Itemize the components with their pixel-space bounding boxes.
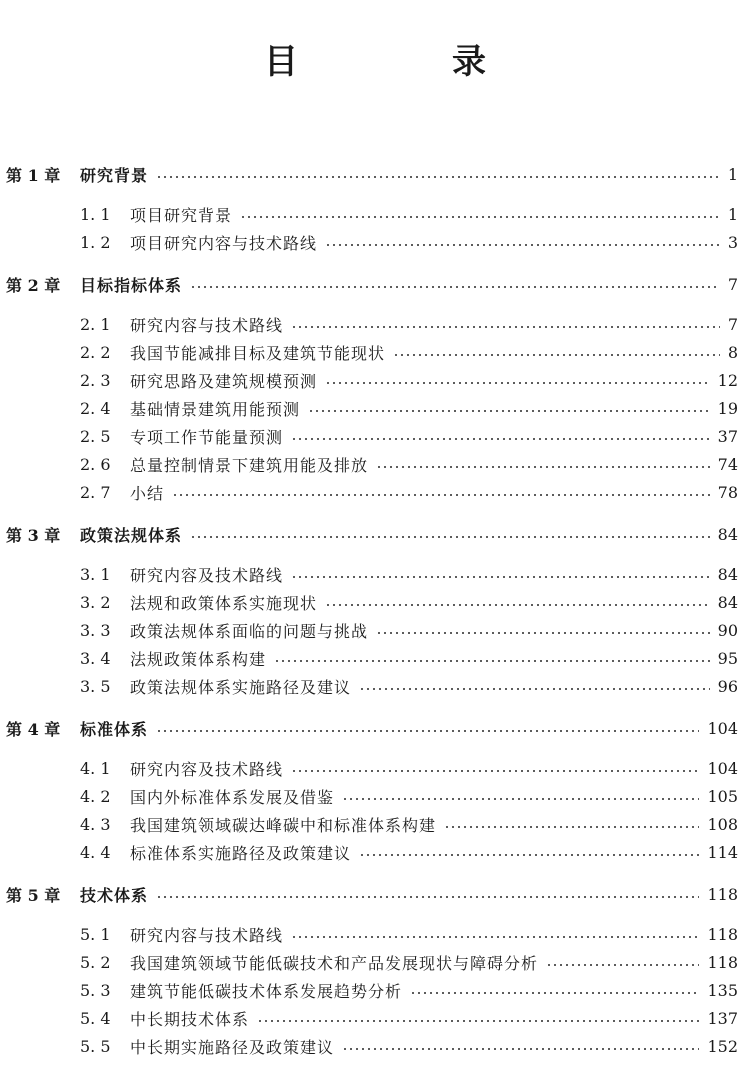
page-title: 目 录 xyxy=(264,42,546,82)
chapter-number: 第 5 章 xyxy=(6,885,61,905)
section-number: 2. 4 xyxy=(80,398,111,418)
toc-section-entry[interactable] xyxy=(0,310,750,338)
section-title: 标准体系实施路径及政策建议 xyxy=(130,843,352,863)
section-title: 项目研究内容与技术路线 xyxy=(130,233,318,253)
section-title: 中长期实施路径及政策建议 xyxy=(130,1037,335,1057)
section-number: 4. 1 xyxy=(80,758,111,778)
dot-leader xyxy=(359,854,699,856)
dot-leader xyxy=(156,176,720,178)
page-number: 1 xyxy=(727,164,738,184)
section-title: 我国节能减排目标及建筑节能现状 xyxy=(130,343,386,363)
page-number: 8 xyxy=(727,342,738,362)
page-number: 84 xyxy=(717,564,738,584)
section-number: 2. 1 xyxy=(80,314,111,334)
section-title: 政策法规体系面临的问题与挑战 xyxy=(130,621,369,641)
page-number: 84 xyxy=(717,524,738,544)
page-number: 96 xyxy=(717,676,738,696)
page-number: 7 xyxy=(727,274,738,294)
toc-section-entry[interactable] xyxy=(0,478,750,506)
page-number: 95 xyxy=(717,648,738,668)
section-title: 总量控制情景下建筑用能及排放 xyxy=(130,455,369,475)
dot-leader xyxy=(156,730,699,732)
dot-leader xyxy=(410,992,699,994)
dot-leader xyxy=(376,466,710,468)
spacer xyxy=(0,742,750,754)
section-number: 2. 6 xyxy=(80,454,111,474)
section-number: 4. 3 xyxy=(80,814,111,834)
dot-leader xyxy=(190,286,720,288)
dot-leader xyxy=(291,770,699,772)
section-number: 3. 1 xyxy=(80,564,111,584)
toc-section-entry[interactable] xyxy=(0,560,750,588)
table-of-contents xyxy=(0,160,750,1060)
toc-section-entry[interactable] xyxy=(0,450,750,478)
toc-section-entry[interactable] xyxy=(0,588,750,616)
spacer xyxy=(0,908,750,920)
toc-section-entry[interactable] xyxy=(0,616,750,644)
toc-chapter-entry[interactable] xyxy=(0,520,750,548)
section-number: 2. 7 xyxy=(80,482,111,502)
page-number: 1 xyxy=(727,204,738,224)
spacer xyxy=(0,548,750,560)
dot-leader xyxy=(376,632,710,634)
chapter-number: 第 3 章 xyxy=(6,525,61,545)
section-title: 研究思路及建筑规模预测 xyxy=(130,371,318,391)
page-number: 118 xyxy=(707,952,738,972)
page-number: 152 xyxy=(707,1036,738,1056)
dot-leader xyxy=(291,936,699,938)
section-number: 2. 3 xyxy=(80,370,111,390)
page-number: 12 xyxy=(717,370,738,390)
dot-leader xyxy=(291,576,710,578)
chapter-title: 目标指标体系 xyxy=(80,275,183,295)
section-title: 法规政策体系构建 xyxy=(130,649,267,669)
section-title: 研究内容与技术路线 xyxy=(130,925,284,945)
section-number: 5. 4 xyxy=(80,1008,111,1028)
dot-leader xyxy=(325,382,710,384)
dot-leader xyxy=(325,244,720,246)
page-number: 114 xyxy=(707,842,738,862)
section-title: 专项工作节能量预测 xyxy=(130,427,284,447)
spacer xyxy=(0,188,750,200)
section-number: 4. 2 xyxy=(80,786,111,806)
page-number: 105 xyxy=(707,786,738,806)
page-number: 84 xyxy=(717,592,738,612)
section-number: 5. 1 xyxy=(80,924,111,944)
chapter-number: 第 4 章 xyxy=(6,719,61,739)
page-number: 3 xyxy=(727,232,738,252)
toc-section-entry[interactable] xyxy=(0,810,750,838)
page-number: 104 xyxy=(707,718,738,738)
dot-leader xyxy=(291,326,720,328)
page-number: 37 xyxy=(717,426,738,446)
toc-chapter-entry[interactable] xyxy=(0,714,750,742)
section-number: 1. 2 xyxy=(80,232,111,252)
section-title: 政策法规体系实施路径及建议 xyxy=(130,677,352,697)
page-number: 19 xyxy=(717,398,738,418)
page-number: 137 xyxy=(707,1008,738,1028)
section-title: 建筑节能低碳技术体系发展趋势分析 xyxy=(130,981,403,1001)
section-number: 3. 4 xyxy=(80,648,111,668)
dot-leader xyxy=(444,826,699,828)
dot-leader xyxy=(274,660,710,662)
page-number: 104 xyxy=(707,758,738,778)
dot-leader xyxy=(393,354,720,356)
section-number: 1. 1 xyxy=(80,204,111,224)
page-number: 108 xyxy=(707,814,738,834)
toc-section-entry[interactable] xyxy=(0,644,750,672)
toc-section-entry[interactable] xyxy=(0,422,750,450)
toc-chapter-entry[interactable] xyxy=(0,880,750,908)
section-title: 研究内容与技术路线 xyxy=(130,315,284,335)
dot-leader xyxy=(308,410,710,412)
page-number: 90 xyxy=(717,620,738,640)
chapter-number: 第 1 章 xyxy=(6,165,61,185)
page-number: 118 xyxy=(707,884,738,904)
dot-leader xyxy=(546,964,699,966)
page-number: 78 xyxy=(717,482,738,502)
section-title: 国内外标准体系发展及借鉴 xyxy=(130,787,335,807)
section-title: 研究内容及技术路线 xyxy=(130,565,284,585)
page-number: 135 xyxy=(707,980,738,1000)
toc-section-entry[interactable] xyxy=(0,782,750,810)
toc-section-entry[interactable] xyxy=(0,920,750,948)
dot-leader xyxy=(190,536,710,538)
toc-section-entry[interactable] xyxy=(0,366,750,394)
section-number: 2. 5 xyxy=(80,426,111,446)
toc-section-entry[interactable] xyxy=(0,754,750,782)
section-number: 5. 5 xyxy=(80,1036,111,1056)
chapter-number: 第 2 章 xyxy=(6,275,61,295)
section-number: 4. 4 xyxy=(80,842,111,862)
section-number: 2. 2 xyxy=(80,342,111,362)
section-number: 3. 3 xyxy=(80,620,111,640)
toc-chapter-entry[interactable] xyxy=(0,270,750,298)
section-title: 我国建筑领域节能低碳技术和产品发展现状与障碍分析 xyxy=(130,953,539,973)
toc-chapter-entry[interactable] xyxy=(0,160,750,188)
section-title: 中长期技术体系 xyxy=(130,1009,250,1029)
toc-section-entry[interactable] xyxy=(0,1032,750,1060)
section-title: 研究内容及技术路线 xyxy=(130,759,284,779)
section-title: 基础情景建筑用能预测 xyxy=(130,399,301,419)
section-number: 3. 5 xyxy=(80,676,111,696)
dot-leader xyxy=(240,216,720,218)
toc-section-entry[interactable] xyxy=(0,200,750,228)
dot-leader xyxy=(172,494,710,496)
page-number: 7 xyxy=(727,314,738,334)
dot-leader xyxy=(257,1020,699,1022)
dot-leader xyxy=(325,604,710,606)
toc-section-entry[interactable] xyxy=(0,948,750,976)
dot-leader xyxy=(342,1048,699,1050)
chapter-title: 标准体系 xyxy=(80,719,149,739)
section-number: 3. 2 xyxy=(80,592,111,612)
page-number: 74 xyxy=(717,454,738,474)
dot-leader xyxy=(291,438,710,440)
section-title: 项目研究背景 xyxy=(130,205,233,225)
dot-leader xyxy=(359,688,710,690)
section-title: 小结 xyxy=(130,483,165,503)
toc-section-entry[interactable] xyxy=(0,838,750,866)
toc-section-entry[interactable] xyxy=(0,394,750,422)
spacer xyxy=(0,298,750,310)
page-number: 118 xyxy=(707,924,738,944)
dot-leader xyxy=(342,798,699,800)
section-title: 法规和政策体系实施现状 xyxy=(130,593,318,613)
section-number: 5. 3 xyxy=(80,980,111,1000)
chapter-title: 研究背景 xyxy=(80,165,149,185)
dot-leader xyxy=(156,896,699,898)
section-number: 5. 2 xyxy=(80,952,111,972)
toc-section-entry[interactable] xyxy=(0,228,750,256)
toc-section-entry[interactable] xyxy=(0,672,750,700)
section-title: 我国建筑领域碳达峰碳中和标准体系构建 xyxy=(130,815,437,835)
toc-section-entry[interactable] xyxy=(0,1004,750,1032)
toc-section-entry[interactable] xyxy=(0,976,750,1004)
toc-section-entry[interactable] xyxy=(0,338,750,366)
chapter-title: 政策法规体系 xyxy=(80,525,183,545)
chapter-title: 技术体系 xyxy=(80,885,149,905)
